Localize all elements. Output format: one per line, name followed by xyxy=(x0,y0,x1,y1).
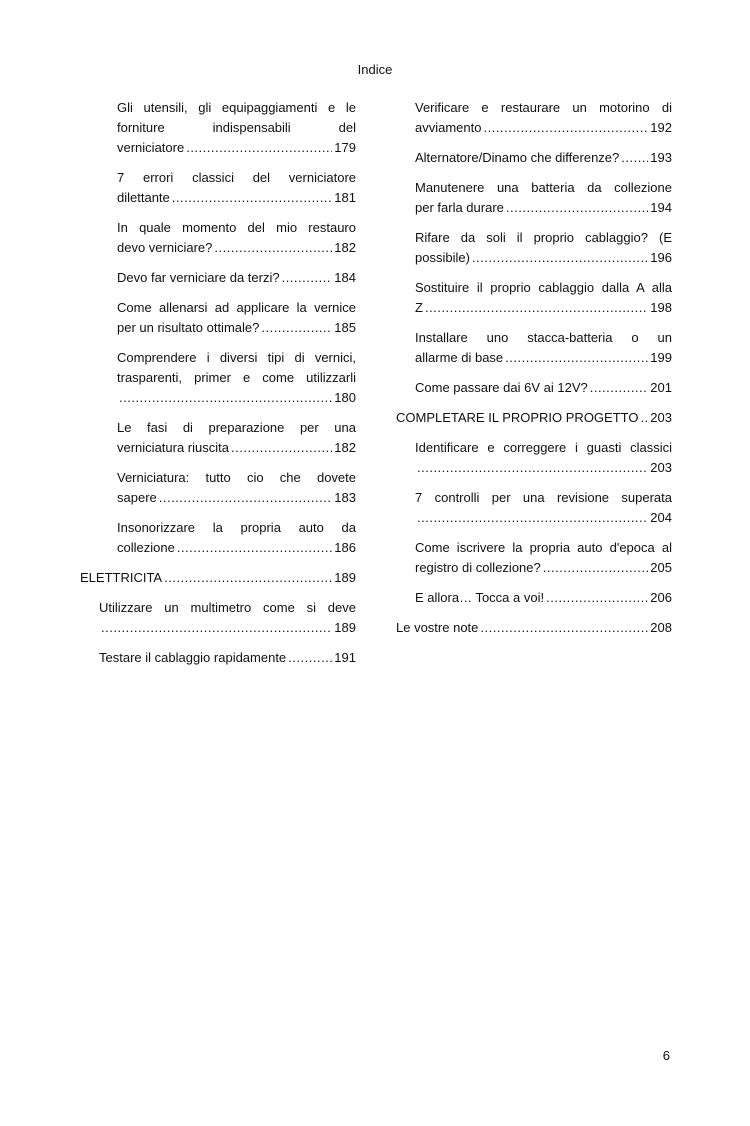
toc-page-number: 205 xyxy=(650,560,672,575)
toc-page-number: 191 xyxy=(334,650,356,665)
toc-page-number: 199 xyxy=(650,350,672,365)
dot-leader xyxy=(546,588,648,608)
toc-entry[interactable] xyxy=(396,328,672,368)
toc-entry[interactable] xyxy=(396,98,672,138)
toc-entry[interactable] xyxy=(80,218,356,258)
toc-entry[interactable] xyxy=(396,278,672,318)
toc-page-number: 204 xyxy=(650,510,672,525)
toc-entry-title: allarme di base xyxy=(415,350,504,365)
toc-page-number: 189 xyxy=(334,620,356,635)
dot-leader xyxy=(261,318,332,338)
dot-leader xyxy=(119,388,332,408)
toc-page-number: 206 xyxy=(650,590,672,605)
toc-entry[interactable] xyxy=(80,268,356,288)
toc-entry-title: Come passare dai 6V ai 12V? xyxy=(415,380,588,395)
toc-entry[interactable] xyxy=(396,178,672,218)
toc-entry-title: sapere xyxy=(117,490,157,505)
toc-entry[interactable] xyxy=(396,378,672,398)
toc-entry[interactable] xyxy=(396,538,672,578)
toc-page-number: 203 xyxy=(650,410,672,425)
toc-entry[interactable] xyxy=(396,618,672,638)
dot-leader xyxy=(621,148,648,168)
toc-entry[interactable] xyxy=(80,568,356,588)
toc-entry-title: per farla durare xyxy=(415,200,504,215)
toc-entry-title: E allora… Tocca a voi! xyxy=(415,590,545,605)
toc-entry-title: possibile) xyxy=(415,250,470,265)
toc-page-number: 201 xyxy=(650,380,672,395)
toc-entry-title: COMPLETARE IL PROPRIO PROGETTO xyxy=(396,410,639,425)
dot-leader xyxy=(101,618,332,638)
toc-entry[interactable] xyxy=(80,468,356,508)
toc-page-number: 208 xyxy=(650,620,672,635)
toc-entry[interactable] xyxy=(80,168,356,208)
toc-entry-text: Verificare e restaurare un motorino di xyxy=(415,100,672,115)
dot-leader xyxy=(472,248,648,268)
toc-page-number: 182 xyxy=(334,240,356,255)
toc-entry-title: collezione xyxy=(117,540,175,555)
toc-entry[interactable] xyxy=(80,598,356,638)
toc-entry-title: dilettante xyxy=(117,190,170,205)
toc-page-number: 196 xyxy=(650,250,672,265)
toc-entry[interactable] xyxy=(396,228,672,268)
dot-leader xyxy=(505,348,648,368)
toc-page-number: 184 xyxy=(334,270,356,285)
toc-entry[interactable] xyxy=(80,518,356,558)
toc-entry-text: 7 errori classici del verniciatore xyxy=(117,170,356,185)
toc-entry-text: Manutenere una batteria da collezione xyxy=(415,180,672,195)
toc-entry-title: avviamento xyxy=(415,120,482,135)
toc-entry[interactable] xyxy=(80,648,356,668)
toc-entry-text: 7 controlli per una revisione superata xyxy=(415,490,672,505)
toc-entry[interactable] xyxy=(396,588,672,608)
toc-entry-title: verniciatore xyxy=(117,140,185,155)
toc-page-number: 193 xyxy=(650,150,672,165)
dot-leader xyxy=(480,618,648,638)
toc-page-number: 186 xyxy=(334,540,356,555)
dot-leader xyxy=(417,458,648,478)
toc-entry-text: In quale momento del mio restauro xyxy=(117,220,356,235)
toc-entry[interactable] xyxy=(80,348,356,408)
toc-page-number: 181 xyxy=(334,190,356,205)
toc-entry-title: Testare il cablaggio rapidamente xyxy=(99,650,287,665)
toc-entry-title: per un risultato ottimale? xyxy=(117,320,260,335)
toc-page-number: 189 xyxy=(334,570,356,585)
toc-entry-title: devo verniciare? xyxy=(117,240,213,255)
toc-entry-text: Rifare da soli il proprio cablaggio? (E xyxy=(415,230,672,245)
toc-page-number: 182 xyxy=(334,440,356,455)
dot-leader xyxy=(231,438,332,458)
dot-leader xyxy=(214,238,332,258)
toc-entry[interactable] xyxy=(396,488,672,528)
dot-leader xyxy=(177,538,332,558)
toc-page-number: 185 xyxy=(334,320,356,335)
dot-leader xyxy=(172,188,333,208)
toc-entry-title: registro di collezione? xyxy=(415,560,541,575)
toc-entry[interactable] xyxy=(396,408,672,428)
toc-entry-text: trasparenti, primer e come utilizzarli xyxy=(117,370,356,385)
toc-entry-text: Utilizzare un multimetro come si deve xyxy=(99,600,356,615)
toc-entry-text: Come iscrivere la propria auto d'epoca al xyxy=(415,540,672,555)
dot-leader xyxy=(417,508,648,528)
toc-entry[interactable] xyxy=(396,148,672,168)
toc-entry[interactable] xyxy=(80,98,356,158)
toc-entry[interactable] xyxy=(80,298,356,338)
toc-entry-title: Le vostre note xyxy=(396,620,479,635)
toc-page-number: 192 xyxy=(650,120,672,135)
toc-entry-title: Alternatore/Dinamo che differenze? xyxy=(415,150,620,165)
toc-entry-text: Sostituire il proprio cablaggio dalla A alla xyxy=(415,280,672,295)
toc-entry-text: forniture indispensabili del xyxy=(117,120,356,135)
toc-entry[interactable] xyxy=(396,438,672,478)
toc-entry-title: ELETTRICITA xyxy=(80,570,163,585)
dot-leader xyxy=(164,568,332,588)
toc-entry-text: Le fasi di preparazione per una xyxy=(117,420,356,435)
toc-page-number: 180 xyxy=(334,390,356,405)
toc-page-number: 198 xyxy=(650,300,672,315)
toc-column-right xyxy=(396,98,672,648)
page-header: Indice xyxy=(357,62,393,77)
dot-leader xyxy=(159,488,333,508)
toc-entry-text: Come allenarsi ad applicare la vernice xyxy=(117,300,356,315)
toc-page-number: 183 xyxy=(334,490,356,505)
dot-leader xyxy=(506,198,648,218)
toc-entry-text: Insonorizzare la propria auto da xyxy=(117,520,356,535)
toc-entry-title: Devo far verniciare da terzi? xyxy=(117,270,280,285)
toc-entry-title: verniciatura riuscita xyxy=(117,440,229,455)
toc-entry[interactable] xyxy=(80,418,356,458)
toc-entry-text: Identificare e correggere i guasti classici xyxy=(415,440,672,455)
toc-entry-text: Gli utensili, gli equipaggiamenti e le xyxy=(117,100,356,115)
toc-column-left xyxy=(80,98,356,678)
dot-leader xyxy=(288,648,332,668)
dot-leader xyxy=(543,558,649,578)
dot-leader xyxy=(186,138,332,158)
dot-leader xyxy=(590,378,649,398)
page-number: 6 xyxy=(662,1048,670,1063)
dot-leader xyxy=(640,408,648,428)
toc-page-number: 203 xyxy=(650,460,672,475)
dot-leader xyxy=(282,268,333,288)
toc-page-number: 179 xyxy=(334,140,356,155)
dot-leader xyxy=(425,298,648,318)
toc-page-number: 194 xyxy=(650,200,672,215)
dot-leader xyxy=(483,118,648,138)
toc-entry-title: Z xyxy=(415,300,423,315)
toc-entry-text: Comprendere i diversi tipi di vernici, xyxy=(117,350,356,365)
toc-entry-text: Verniciatura: tutto cio che dovete xyxy=(117,470,356,485)
toc-entry-text: Installare uno stacca-batteria o un xyxy=(415,330,672,345)
